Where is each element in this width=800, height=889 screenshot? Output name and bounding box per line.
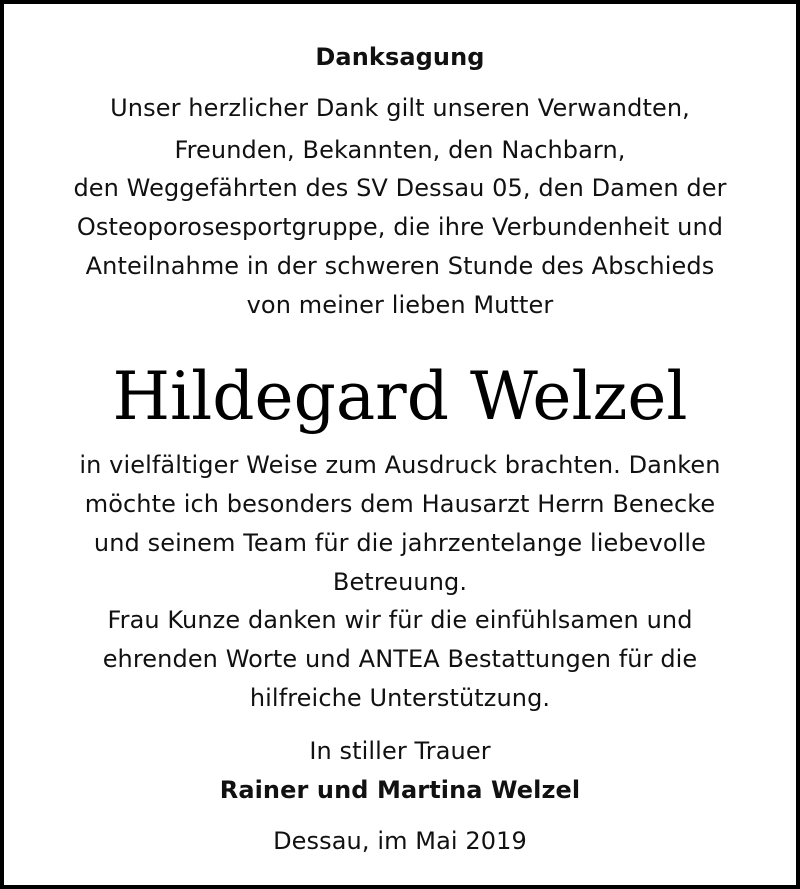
intro-line: den Weggefährten des SV Dessau 05, den Damen der (73, 174, 727, 202)
signatories: Rainer und Martina Welzel (219, 776, 581, 804)
body-line: möchte ich besonders dem Hausarzt Herrn Benecke (84, 490, 716, 518)
place-date: Dessau, im Mai 2019 (273, 827, 527, 855)
body-line: und seinem Team für die jahrzentelange liebevolle (93, 529, 707, 557)
intro-line: Freunden, Bekannten, den Nachbarn, (174, 136, 626, 164)
intro-line: Osteoporosesportgruppe, die ihre Verbundenheit und (76, 213, 724, 241)
intro-line: Anteilnahme in der schweren Stunde des Abschieds (85, 252, 715, 280)
body-line: Frau Kunze danken wir für die einfühlsamen und (107, 606, 693, 634)
notice-heading: Danksagung (315, 43, 485, 71)
mourning-phrase: In stiller Trauer (309, 737, 491, 765)
body-line: ehrenden Worte und ANTEA Bestattungen für die (102, 645, 698, 673)
body-line: hilfreiche Unterstützung. (249, 684, 551, 712)
body-line: Betreuung. (332, 568, 468, 596)
deceased-name: Hildegard Welzel (112, 358, 688, 435)
intro-line: Unser herzlicher Dank gilt unseren Verwandten, (110, 94, 690, 122)
body-line: in vielfältiger Weise zum Ausdruck brachten. Danken (79, 451, 721, 479)
intro-line: von meiner lieben Mutter (246, 291, 554, 319)
